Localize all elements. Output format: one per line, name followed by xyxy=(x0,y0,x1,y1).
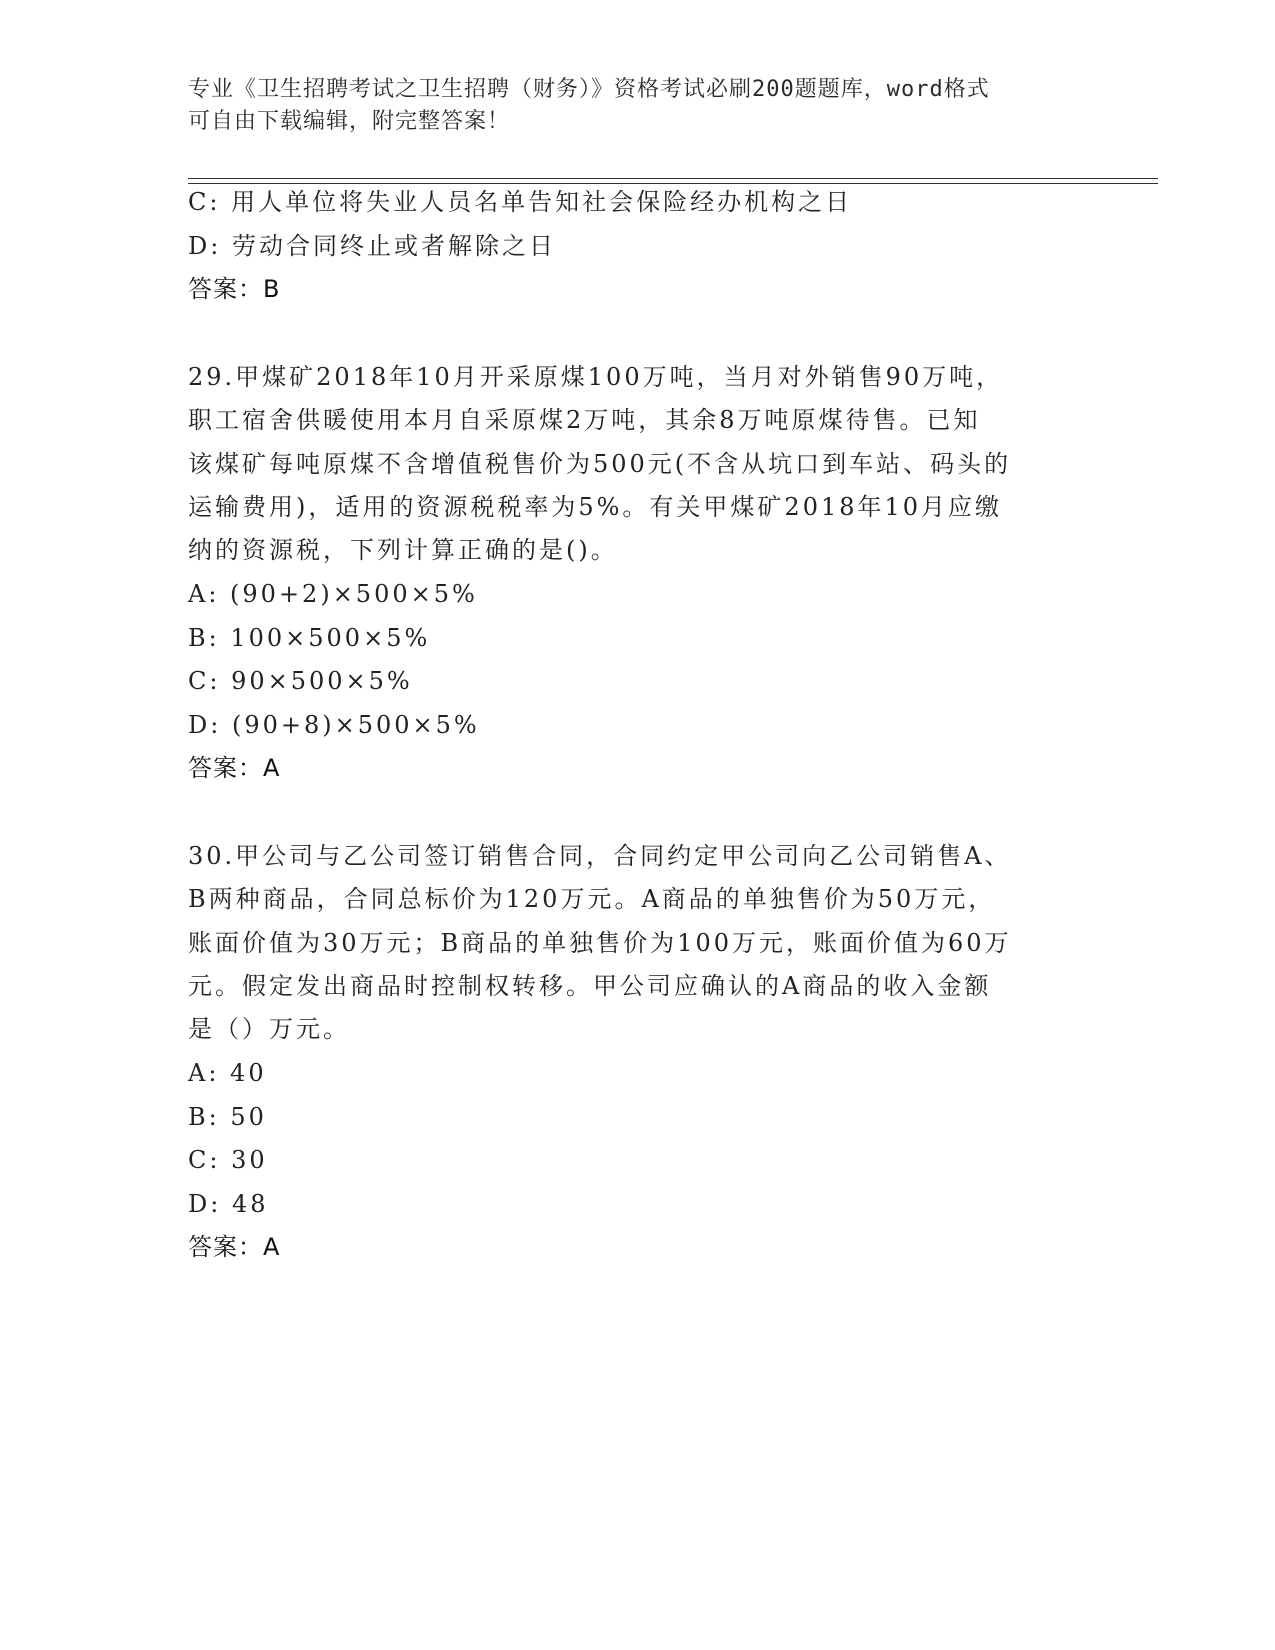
q29-option-d: D: (90+8)×500×5% xyxy=(188,711,480,739)
q30-option-a: A: 40 xyxy=(188,1059,267,1087)
q29-stem-line-3: 该煤矿每吨原煤不含增值税售价为500元(不含从坑口到车站、码头的 xyxy=(188,450,1012,478)
q29-option-a: A: (90+2)×500×5% xyxy=(188,580,478,608)
q28-option-d: D: 劳动合同终止或者解除之日 xyxy=(188,232,556,260)
header-title-line-1: 专业《卫生招聘考试之卫生招聘（财务）》资格考试必刷200题题库，word格式 xyxy=(188,77,990,102)
q30-answer: 答案：A xyxy=(188,1233,281,1261)
q29-stem-line-1: 29.甲煤矿2018年10月开采原煤100万吨，当月对外销售90万吨， xyxy=(188,363,1004,391)
q30-option-c: C: 30 xyxy=(188,1146,268,1174)
q30-stem-line-2: B两种商品，合同总标价为120万元。A商品的单独售价为50万元， xyxy=(188,885,996,913)
q29-stem-line-5: 纳的资源税，下列计算正确的是()。 xyxy=(188,536,618,564)
q30-option-d: D: 48 xyxy=(188,1190,269,1218)
q29-stem-line-4: 运输费用)，适用的资源税税率为5%。有关甲煤矿2018年10月应缴 xyxy=(188,493,1003,521)
q28-option-c: C: 用人单位将失业人员名单告知社会保险经办机构之日 xyxy=(188,188,853,216)
q29-option-c: C: 90×500×5% xyxy=(188,667,413,695)
q30-stem-line-3: 账面价值为30万元；B商品的单独售价为100万元，账面价值为60万 xyxy=(188,929,1012,957)
q29-answer: 答案：A xyxy=(188,754,281,782)
q30-stem-line-5: 是（）万元。 xyxy=(188,1015,350,1043)
header-title-line-2: 可自由下载编辑，附完整答案！ xyxy=(188,109,511,134)
document-header xyxy=(188,74,1068,138)
q29-option-b: B: 100×500×5% xyxy=(188,624,431,652)
q30-stem-line-1: 30.甲公司与乙公司签订销售合同，合同约定甲公司向乙公司销售A、 xyxy=(188,842,1012,870)
q30-option-b: B: 50 xyxy=(188,1103,267,1131)
q29-stem-line-2: 职工宿舍供暖使用本月自采原煤2万吨，其余8万吨原煤待售。已知 xyxy=(188,406,981,434)
q30-stem-line-4: 元。假定发出商品时控制权转移。甲公司应确认的A商品的收入金额 xyxy=(188,972,992,1000)
q28-answer: 答案：B xyxy=(188,275,281,303)
header-divider-bottom xyxy=(188,183,1158,184)
header-divider-top xyxy=(188,178,1158,179)
